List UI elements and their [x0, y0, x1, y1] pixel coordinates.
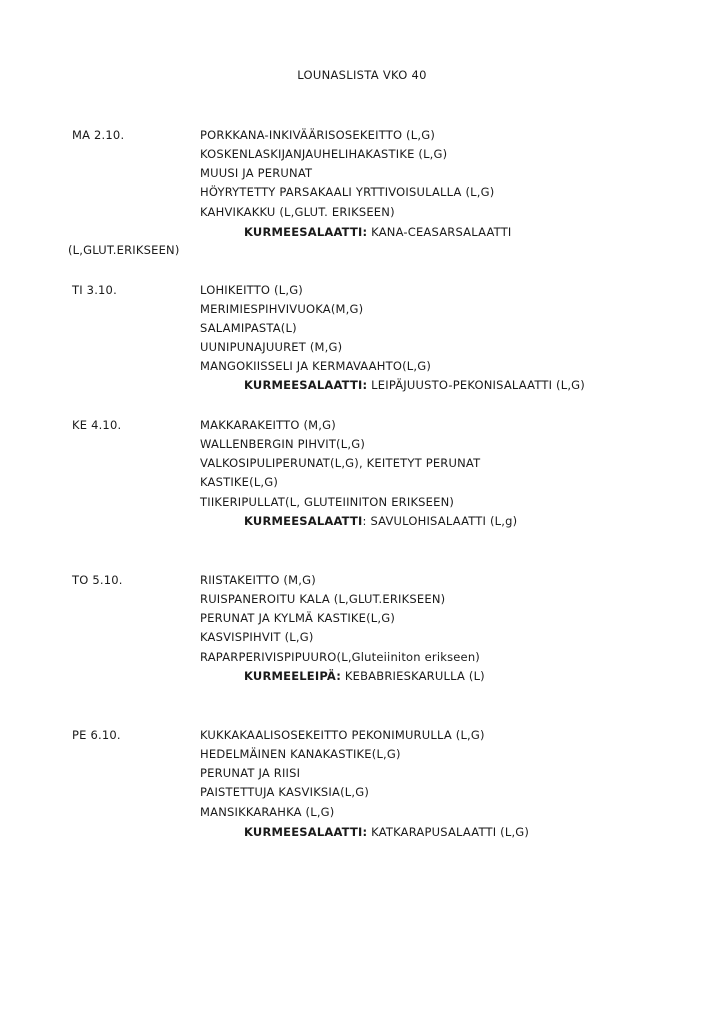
dish-line: KAHVIKAKKU (L,GLUT. ERIKSEEN)	[200, 205, 395, 219]
special-text: KEBABRIESKARULLA (L)	[341, 669, 485, 683]
dish-line: MANSIKKARAHKA (L,G)	[200, 805, 335, 819]
dish-line: PAISTETTUJA KASVIKSIA(L,G)	[200, 785, 370, 799]
special-text: : SAVULOHISALAATTI (L,g)	[362, 514, 518, 528]
dish-line: PERUNAT JA RIISI	[200, 766, 301, 780]
day-label-wednesday: KE 4.10.	[72, 418, 122, 432]
special-label: KURMEESALAATTI	[244, 514, 363, 528]
special-label: KURMEESALAATTI:	[244, 825, 368, 839]
day-label-thursday: TO 5.10.	[72, 573, 123, 587]
special-line	[244, 825, 529, 839]
day-label-tuesday: TI 3.10.	[72, 283, 117, 297]
special-continued: (L,GLUT.ERIKSEEN)	[68, 243, 180, 257]
special-line	[244, 225, 512, 239]
dish-line: WALLENBERGIN PIHVIT(L,G)	[200, 437, 366, 451]
day-label-friday: PE 6.10.	[72, 728, 121, 742]
dish-line: HEDELMÄINEN KANAKASTIKE(L,G)	[200, 747, 401, 761]
dish-line: HÖYRYTETTY PARSAKAALI YRTTIVOISULALLA (L,G)	[200, 185, 495, 199]
dish-line: VALKOSIPULIPERUNAT(L,G), KEITETYT PERUNAT	[200, 456, 481, 470]
dish-line: MUUSI JA PERUNAT	[200, 166, 313, 180]
dish-line: TIIKERIPULLAT(L, GLUTEIINITON ERIKSEEN)	[200, 495, 455, 509]
dish-line: KASVISPIHVIT (L,G)	[200, 630, 314, 644]
special-label: KURMEESALAATTI:	[244, 225, 368, 239]
special-text: LEIPÄJUUSTO-PEKONISALAATTI (L,G)	[367, 378, 585, 392]
dish-line: SALAMIPASTA(L)	[200, 321, 297, 335]
special-line	[244, 378, 585, 392]
menu-title: LOUNASLISTA VKO 40	[297, 68, 427, 82]
dish-line: UUNIPUNAJUURET (M,G)	[200, 340, 343, 354]
dish-line: KASTIKE(L,G)	[200, 475, 279, 489]
dish-line: KOSKENLASKIJANJAUHELIHAKASTIKE (L,G)	[200, 147, 448, 161]
special-text: KANA-CEASARSALAATTI	[367, 225, 512, 239]
dish-line: RUISPANEROITU KALA (L,GLUT.ERIKSEEN)	[200, 592, 446, 606]
dish-line: MANGOKIISSELI JA KERMAVAAHTO(L,G)	[200, 359, 432, 373]
day-label-monday: MA 2.10.	[72, 128, 125, 142]
dish-line: MAKKARAKEITTO (M,G)	[200, 418, 336, 432]
dish-line: PORKKANA-INKIVÄÄRISOSEKEITTO (L,G)	[200, 128, 436, 142]
special-text: KATKARAPUSALAATTI (L,G)	[367, 825, 530, 839]
special-line	[244, 514, 517, 528]
dish-line: LOHIKEITTO (L,G)	[200, 283, 303, 297]
special-line	[244, 669, 485, 683]
special-label: KURMEELEIPÄ:	[244, 669, 342, 683]
dish-line: RIISTAKEITTO (M,G)	[200, 573, 316, 587]
dish-line: KUKKAKAALISOSEKEITTO PEKONIMURULLA (L,G)	[200, 728, 485, 742]
dish-line: MERIMIESPIHVIVUOKA(M,G)	[200, 302, 364, 316]
dish-line: PERUNAT JA KYLMÄ KASTIKE(L,G)	[200, 611, 396, 625]
special-label: KURMEESALAATTI:	[244, 378, 368, 392]
dish-line: RAPARPERIVISPIPUURO(L,Gluteiiniton erikseen)	[200, 650, 480, 664]
